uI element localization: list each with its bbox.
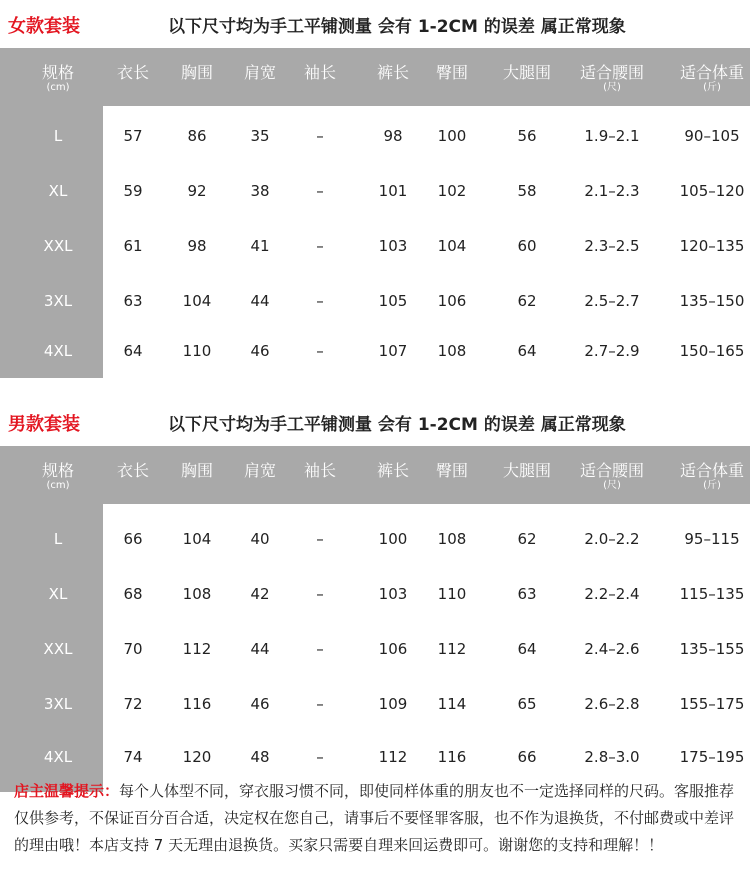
cell-length: 61 — [123, 237, 143, 255]
cell-waist-fit: 2.5–2.7 — [584, 292, 640, 310]
cell-bust: 116 — [182, 695, 212, 713]
cell-shoulder: 41 — [250, 237, 270, 255]
cell-bust: 92 — [187, 182, 207, 200]
cell-bust: 104 — [182, 292, 212, 310]
cell-sleeve: – — [316, 748, 324, 766]
cell-bust: 112 — [182, 640, 212, 658]
table-row — [0, 288, 750, 318]
cell-shoulder: 38 — [250, 182, 270, 200]
cell-length: 70 — [123, 640, 143, 658]
cell-size: 3XL — [43, 292, 73, 310]
cell-thigh: 60 — [517, 237, 537, 255]
cell-waist-fit: 2.4–2.6 — [584, 640, 640, 658]
cell-size: XXL — [43, 237, 73, 255]
cell-length: 64 — [123, 342, 143, 360]
cell-waist-fit: 2.8–3.0 — [584, 748, 640, 766]
cell-waist-fit: 2.2–2.4 — [584, 585, 640, 603]
table-size-column-band — [0, 446, 103, 792]
header-label: 胸围 — [180, 63, 214, 82]
cell-size: XL — [48, 182, 68, 200]
cell-waist-fit: 1.9–2.1 — [584, 127, 640, 145]
cell-size: 4XL — [43, 748, 73, 766]
header-bust — [181, 462, 213, 480]
cell-pants-length: 112 — [378, 748, 408, 766]
table-row — [0, 233, 750, 263]
header-length — [117, 462, 149, 480]
header-bust — [181, 64, 213, 82]
table-size-column-band — [0, 48, 103, 378]
cell-thigh: 63 — [517, 585, 537, 603]
cell-length: 74 — [123, 748, 143, 766]
cell-size: XL — [48, 585, 68, 603]
header-unit: (尺) — [603, 82, 621, 93]
cell-hip: 100 — [437, 127, 467, 145]
cell-weight-fit: 120–135 — [679, 237, 745, 255]
header-pants-length — [377, 462, 409, 480]
women-measurement-note: 以下尺寸均为手工平铺测量 会有 1-2CM 的误差 属正常现象 — [168, 17, 626, 37]
cell-weight-fit: 150–165 — [679, 342, 745, 360]
header-label: 臀围 — [435, 63, 469, 82]
women-size-table — [0, 48, 750, 378]
header-label: 大腿围 — [502, 461, 552, 480]
men-title-row — [0, 398, 750, 446]
cell-thigh: 62 — [517, 530, 537, 548]
cell-bust: 104 — [182, 530, 212, 548]
cell-waist-fit: 2.3–2.5 — [584, 237, 640, 255]
header-label: 大腿围 — [502, 63, 552, 82]
header-weight-fit — [680, 462, 744, 491]
cell-sleeve: – — [316, 292, 324, 310]
header-hip — [436, 462, 468, 480]
header-weight-fit — [680, 64, 744, 93]
header-sleeve — [304, 462, 336, 480]
header-waist-fit — [580, 462, 644, 491]
cell-thigh: 58 — [517, 182, 537, 200]
header-pants-length — [377, 64, 409, 82]
header-label: 裤长 — [376, 63, 410, 82]
cell-hip: 112 — [437, 640, 467, 658]
cell-shoulder: 42 — [250, 585, 270, 603]
cell-hip: 110 — [437, 585, 467, 603]
cell-length: 59 — [123, 182, 143, 200]
header-label: 规格 — [41, 461, 75, 480]
cell-shoulder: 40 — [250, 530, 270, 548]
cell-shoulder: 48 — [250, 748, 270, 766]
cell-shoulder: 46 — [250, 342, 270, 360]
header-hip — [436, 64, 468, 82]
cell-thigh: 65 — [517, 695, 537, 713]
cell-bust: 110 — [182, 342, 212, 360]
cell-hip: 116 — [437, 748, 467, 766]
header-label: 适合体重 — [679, 63, 745, 82]
women-section-title: 女款套装 — [8, 16, 80, 37]
header-label: 袖长 — [303, 63, 337, 82]
header-unit: (cm) — [46, 480, 70, 491]
cell-pants-length: 100 — [378, 530, 408, 548]
cell-pants-length: 109 — [378, 695, 408, 713]
cell-length: 68 — [123, 585, 143, 603]
cell-size: L — [53, 127, 63, 145]
women-size-section — [0, 0, 750, 378]
cell-bust: 86 — [187, 127, 207, 145]
table-row — [0, 338, 750, 368]
cell-length: 63 — [123, 292, 143, 310]
header-shoulder — [244, 462, 276, 480]
header-label: 臀围 — [435, 461, 469, 480]
header-label: 规格 — [41, 63, 75, 82]
cell-size: XXL — [43, 640, 73, 658]
table-row — [0, 744, 750, 774]
cell-sleeve: – — [316, 585, 324, 603]
cell-size: 3XL — [43, 695, 73, 713]
header-thigh — [503, 462, 551, 480]
cell-hip: 114 — [437, 695, 467, 713]
cell-bust: 120 — [182, 748, 212, 766]
header-unit: (尺) — [603, 480, 621, 491]
cell-hip: 108 — [437, 342, 467, 360]
cell-pants-length: 103 — [378, 237, 408, 255]
table-row — [0, 123, 750, 153]
cell-sleeve: – — [316, 182, 324, 200]
cell-sleeve: – — [316, 695, 324, 713]
cell-waist-fit: 2.7–2.9 — [584, 342, 640, 360]
header-unit: (斤) — [703, 82, 721, 93]
cell-pants-length: 107 — [378, 342, 408, 360]
shop-owner-tip — [14, 778, 738, 859]
table-row — [0, 178, 750, 208]
cell-pants-length: 105 — [378, 292, 408, 310]
cell-weight-fit: 135–150 — [679, 292, 745, 310]
cell-weight-fit: 95–115 — [684, 530, 740, 548]
cell-thigh: 66 — [517, 748, 537, 766]
cell-sleeve: – — [316, 237, 324, 255]
header-label: 肩宽 — [243, 461, 277, 480]
cell-shoulder: 44 — [250, 640, 270, 658]
cell-pants-length: 101 — [378, 182, 408, 200]
header-label: 适合腰围 — [579, 63, 645, 82]
header-shoulder — [244, 64, 276, 82]
cell-weight-fit: 115–135 — [679, 585, 745, 603]
header-sleeve — [304, 64, 336, 82]
cell-hip: 104 — [437, 237, 467, 255]
cell-shoulder: 46 — [250, 695, 270, 713]
cell-weight-fit: 175–195 — [679, 748, 745, 766]
cell-sleeve: – — [316, 640, 324, 658]
cell-waist-fit: 2.0–2.2 — [584, 530, 640, 548]
header-waist-fit — [580, 64, 644, 93]
header-unit: (斤) — [703, 480, 721, 491]
header-label: 衣长 — [116, 461, 150, 480]
cell-pants-length: 98 — [383, 127, 403, 145]
women-title-row — [0, 0, 750, 48]
tip-label: 店主温馨提示： — [14, 782, 120, 800]
cell-weight-fit: 105–120 — [679, 182, 745, 200]
men-size-table — [0, 446, 750, 792]
cell-length: 57 — [123, 127, 143, 145]
cell-weight-fit: 135–155 — [679, 640, 745, 658]
cell-bust: 98 — [187, 237, 207, 255]
cell-thigh: 62 — [517, 292, 537, 310]
cell-sleeve: – — [316, 127, 324, 145]
cell-hip: 108 — [437, 530, 467, 548]
cell-weight-fit: 155–175 — [679, 695, 745, 713]
cell-hip: 106 — [437, 292, 467, 310]
cell-sleeve: – — [316, 342, 324, 360]
cell-length: 66 — [123, 530, 143, 548]
table-row — [0, 691, 750, 721]
header-length — [117, 64, 149, 82]
header-label: 适合腰围 — [579, 461, 645, 480]
cell-shoulder: 44 — [250, 292, 270, 310]
table-row — [0, 526, 750, 556]
men-section-title: 男款套装 — [8, 414, 80, 435]
header-label: 肩宽 — [243, 63, 277, 82]
header-size — [42, 64, 74, 93]
cell-waist-fit: 2.6–2.8 — [584, 695, 640, 713]
cell-length: 72 — [123, 695, 143, 713]
header-size — [42, 462, 74, 491]
header-label: 适合体重 — [679, 461, 745, 480]
cell-thigh: 56 — [517, 127, 537, 145]
cell-size: 4XL — [43, 342, 73, 360]
cell-thigh: 64 — [517, 640, 537, 658]
header-label: 裤长 — [376, 461, 410, 480]
header-label: 胸围 — [180, 461, 214, 480]
table-row — [0, 636, 750, 666]
cell-hip: 102 — [437, 182, 467, 200]
header-thigh — [503, 64, 551, 82]
header-label: 袖长 — [303, 461, 337, 480]
cell-waist-fit: 2.1–2.3 — [584, 182, 640, 200]
cell-size: L — [53, 530, 63, 548]
cell-sleeve: – — [316, 530, 324, 548]
cell-thigh: 64 — [517, 342, 537, 360]
header-label: 衣长 — [116, 63, 150, 82]
men-measurement-note: 以下尺寸均为手工平铺测量 会有 1-2CM 的误差 属正常现象 — [168, 415, 626, 435]
cell-pants-length: 103 — [378, 585, 408, 603]
cell-bust: 108 — [182, 585, 212, 603]
cell-pants-length: 106 — [378, 640, 408, 658]
header-unit: (cm) — [46, 82, 70, 93]
tip-text: 每个人体型不同，穿衣服习惯不同，即使同样体重的朋友也不一定选择同样的尺码。客服推荐仅供参考，不保证百分百合适，决定权在您自己，请事后不要怪罪客服，也不作为退换货，不付邮费或中差评的理由哦！本店支持 7 天无理由退换货。买家只需要自理来回运费即可。谢谢您的支持和理解！！ — [14, 782, 735, 854]
cell-weight-fit: 90–105 — [684, 127, 740, 145]
cell-shoulder: 35 — [250, 127, 270, 145]
men-size-section — [0, 398, 750, 792]
table-row — [0, 581, 750, 611]
